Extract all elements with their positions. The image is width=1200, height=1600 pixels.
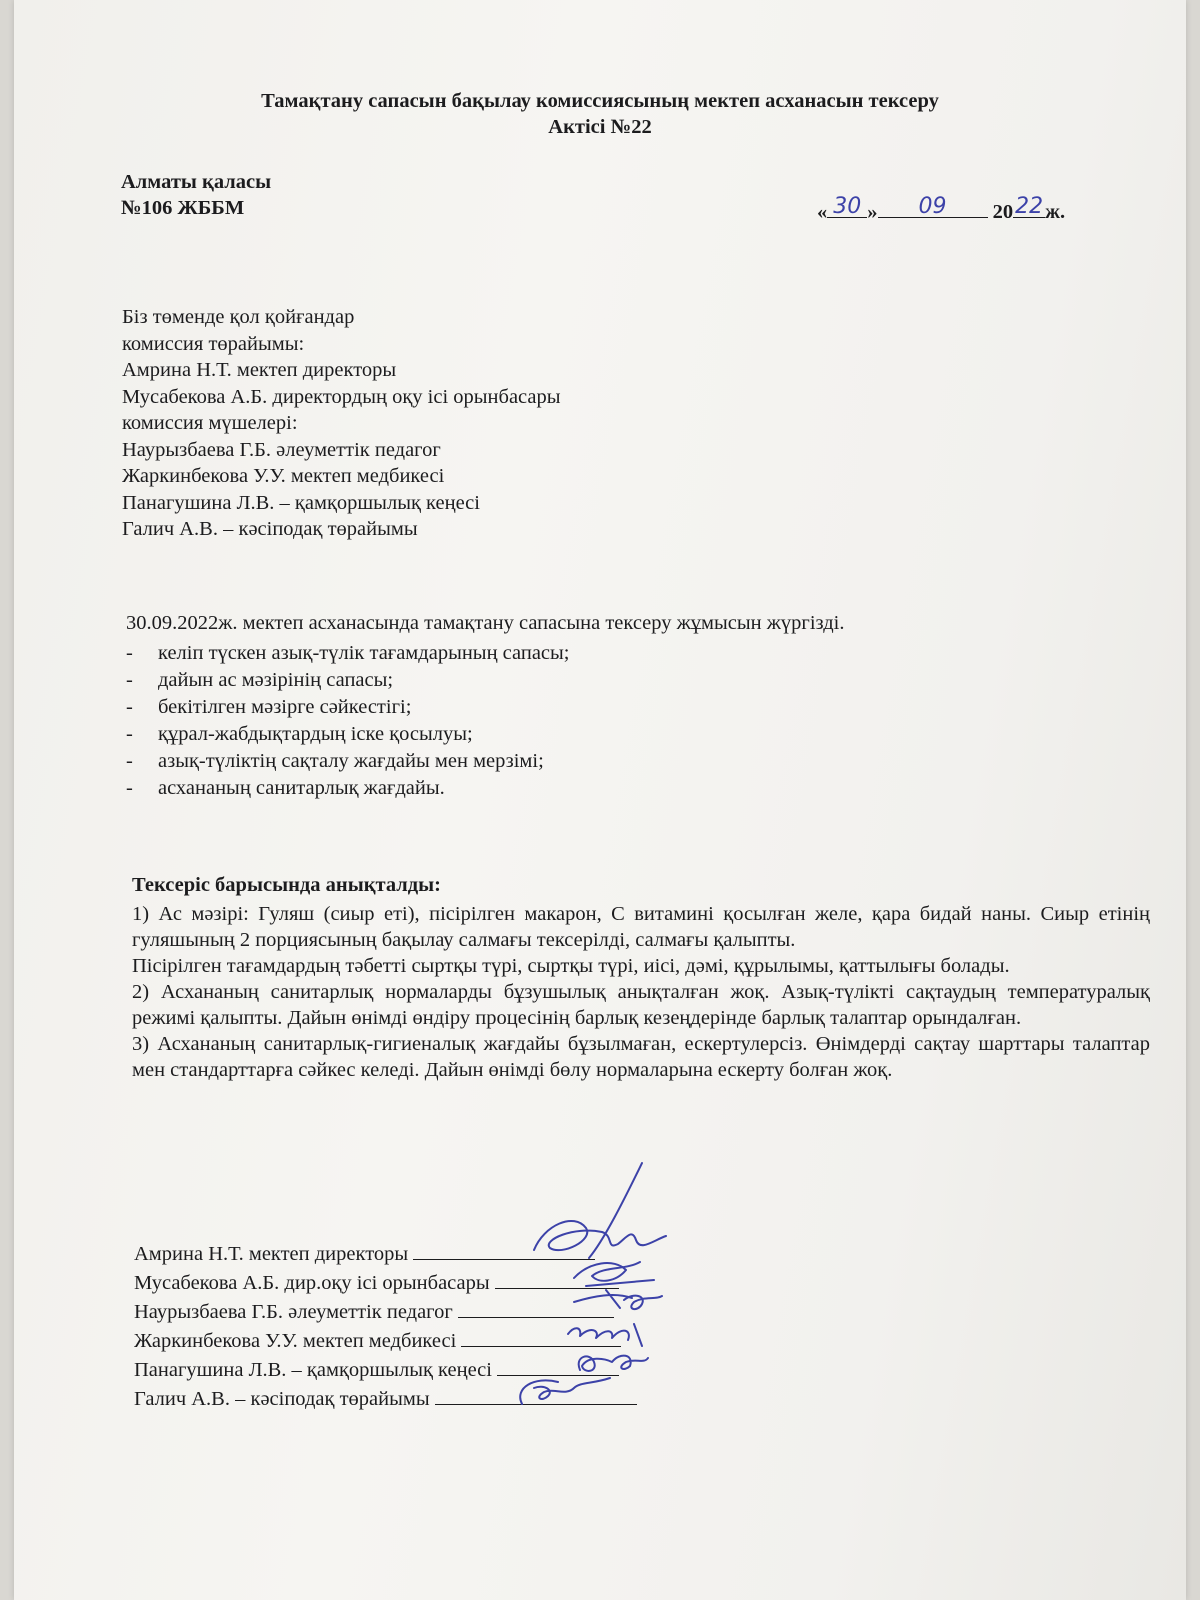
city: Алматы қаласы <box>121 171 272 193</box>
document-date <box>817 194 1066 224</box>
school-name: №106 ЖББМ <box>121 197 245 219</box>
member-line: Амрина Н.Т. мектеп директоры <box>122 359 397 381</box>
signature-blank <box>458 1297 614 1318</box>
signature-blank <box>495 1268 619 1289</box>
finding-paragraph: Пісірілген тағамдардың тәбетті сыртқы түрі, сыртқы түрі, иісі, дәмі, құрылымы, қаттылығы болады. <box>132 955 1010 977</box>
list-item: - дайын ас мәзірінің сапасы; <box>126 669 394 691</box>
date-month-field <box>878 194 988 219</box>
date-day-handwritten: 30 <box>833 194 862 219</box>
member-line: Галич А.В. – кәсіподақ төрайымы <box>122 518 418 540</box>
signature-blank <box>461 1326 621 1347</box>
date-year-field <box>1013 194 1045 219</box>
commission-members <box>122 304 561 543</box>
signatory-label: Наурызбаева Г.Б. әлеуметтік педагог <box>134 1301 453 1323</box>
finding-paragraph: 2) Асхананың санитарлық нормаларды бұзушылық анықталған жоқ. Азық-түлікті сақтаудың температуралық режимі қалыпты. Дайын өнімді өндіру процесінің барлық кезеңдерінде барлық талаптар орындалған. <box>132 981 1150 1029</box>
inspection-list <box>126 640 570 802</box>
list-item: - бекітілген мәзірге сәйкестігі; <box>126 696 412 718</box>
finding-paragraph: 3) Асхананың санитарлық-гигиеналық жағдайы бұзылмаған, ескертулерсіз. Өнімдерді сақтау шарттары талаптар мен стандарттарға сәйкес келеді. Дайын өнімді бөлу нормаларына ескерту болған жоқ. <box>132 1033 1150 1081</box>
signatory-label: Панагушина Л.В. – қамқоршылық кеңесі <box>134 1359 492 1381</box>
date-year-handwritten: 22 <box>1015 194 1044 219</box>
date-month-handwritten: 09 <box>918 194 947 219</box>
signature-row <box>134 1268 619 1294</box>
member-line: Мусабекова А.Б. директордың оқу ісі орынбасары <box>122 385 561 408</box>
findings-body <box>132 901 1150 1083</box>
date-close-quote: » <box>867 201 878 223</box>
list-item: - азық-түліктің сақталу жағдайы мен мерзімі; <box>126 750 544 772</box>
list-item: - асхананың санитарлық жағдайы. <box>126 777 445 799</box>
signature-row <box>134 1239 595 1265</box>
signature-row <box>134 1355 619 1381</box>
member-line: Наурызбаева Г.Б. әлеуметтік педагог <box>122 438 441 461</box>
signatory-label: Амрина Н.Т. мектеп директоры <box>134 1243 409 1265</box>
inspection-intro: 30.09.2022ж. мектеп асханасында тамақтану сапасына тексеру жұмысын жүргізді. <box>126 612 845 634</box>
findings-heading: Тексеріс барысында анықталды: <box>132 874 441 896</box>
member-line: Жаркинбекова У.У. мектеп медбикесі <box>122 465 445 487</box>
signature-blank <box>497 1355 619 1376</box>
signature-row <box>134 1384 637 1410</box>
chair-heading: комиссия төрайымы: <box>122 332 305 355</box>
date-open-quote: « <box>817 201 828 223</box>
date-day-field <box>827 194 867 219</box>
signatory-label: Жаркинбекова У.У. мектеп медбикесі <box>134 1330 457 1352</box>
document-sheet <box>14 0 1186 1600</box>
signature-row <box>134 1297 614 1323</box>
signatory-label: Мусабекова А.Б. дир.оқу ісі орынбасары <box>134 1272 490 1294</box>
date-suffix: ж. <box>1045 201 1066 223</box>
signature-blank <box>435 1384 637 1405</box>
document-title: Тамақтану сапасын бақылау комиссиясының мектеп асханасын тексеру <box>261 90 939 112</box>
signature-row <box>134 1326 621 1352</box>
member-line: Панагушина Л.В. – қамқоршылық кеңесі <box>122 491 480 514</box>
date-year-prefix: 20 <box>992 201 1014 223</box>
signatory-label: Галич А.В. – кәсіподақ төрайымы <box>134 1388 430 1410</box>
signature-blank <box>413 1239 595 1260</box>
list-item: - келіп түскен азық-түлік тағамдарының сапасы; <box>126 642 570 664</box>
act-number: Актісі №22 <box>548 116 652 138</box>
list-item: - құрал-жабдықтардың іске қосылуы; <box>126 723 473 745</box>
members-intro: Біз төменде қол қойғандар <box>122 306 355 328</box>
finding-paragraph: 1) Ас мәзірі: Гуляш (сиыр еті), пісірілген макарон, С витамині қосылған желе, қара бидай наны. Сиыр етінің гуляшының 2 порциясының бақылау салмағы тексерілді, салмағы қалыпты. <box>132 903 1150 951</box>
members-heading: комиссия мүшелері: <box>122 412 298 434</box>
